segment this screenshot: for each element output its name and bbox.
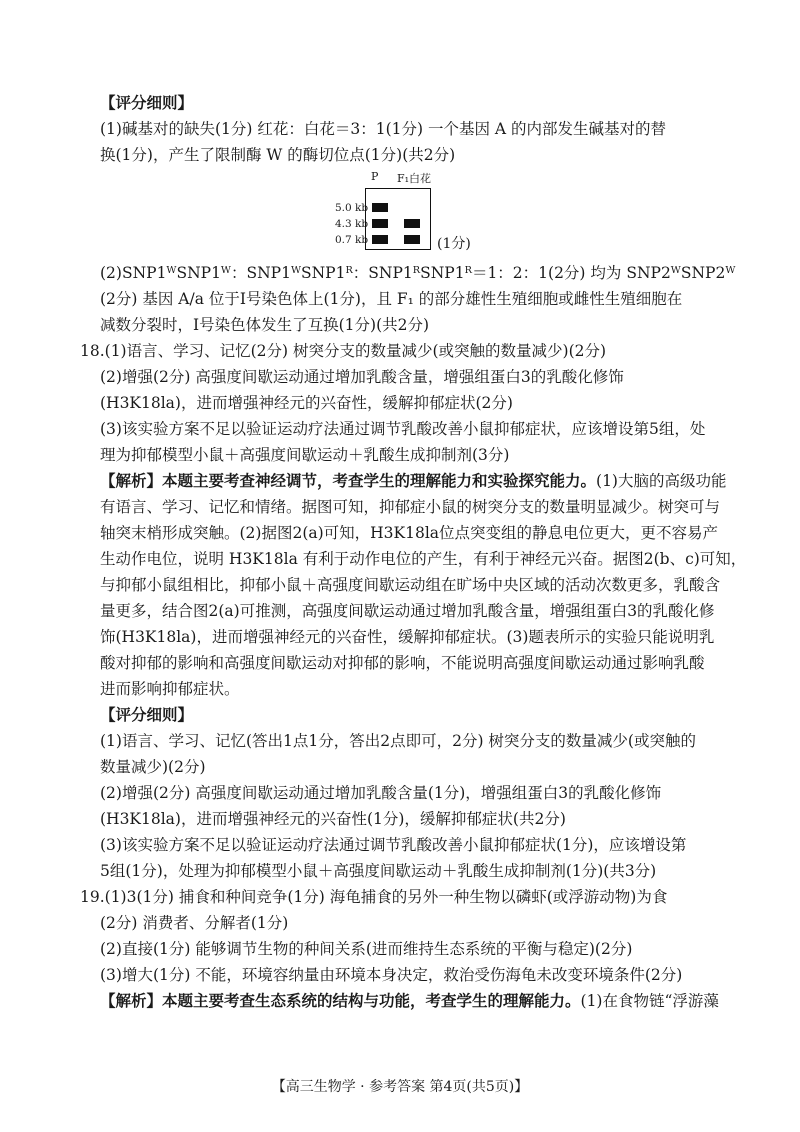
text-line: 与抑郁小鼠组相比，抑郁小鼠＋高强度间歇运动组在旷场中央区域的活动次数更多，乳酸含 bbox=[100, 576, 721, 594]
text-line: 饰(H3K18la)，进而增强神经元的兴奋性，缓解抑郁症状。(3)题表所示的实验只能说明乳 bbox=[100, 628, 715, 646]
text-line: (2)直接(1分) 能够调节生物的种间关系(进而维持生态系统的平衡与稳定)(2分) bbox=[100, 940, 633, 958]
text-line: 量更多，结合图2(a)可推测，高强度间歇运动通过增加乳酸含量，增强组蛋白3的乳酸化修 bbox=[100, 602, 715, 620]
text-line bbox=[100, 990, 719, 1012]
text-line: 【评分细则】 bbox=[100, 705, 194, 724]
text-line: 有语言、学习、记忆和情绪。据图可知，抑郁症小鼠的树突分支的数量明显减少。树突可与 bbox=[100, 498, 721, 516]
page-footer: 【高三生物学 · 参考答案 第4页(共5页)】 bbox=[271, 1079, 529, 1095]
gel-score: (1分) bbox=[437, 236, 471, 252]
text-line: 换(1分)，产生了限制酶 W 的酶切位点(1分)(共2分) bbox=[100, 146, 456, 164]
text-line: (3)增大(1分) 不能，环境容纳量由环境本身决定，救治受伤海龟未改变环境条件(2分) bbox=[100, 966, 683, 984]
analysis-heading: 【解析】本题主要考查神经调节，考查学生的理解能力和实验探究能力。 bbox=[100, 471, 597, 490]
text-line: 进而影响抑郁症状。 bbox=[100, 680, 240, 698]
gel-lane-p-label: P bbox=[371, 170, 379, 183]
text-line: 减数分裂时，Ⅰ号染色体发生了互换(1分)(共2分) bbox=[100, 316, 430, 334]
gel-band bbox=[404, 235, 420, 244]
text-line: (H3K18la)，进而增强神经元的兴奋性(1分)，缓解抑郁症状(共2分) bbox=[100, 810, 566, 828]
gel-band bbox=[404, 219, 420, 228]
text-line: (3)该实验方案不足以验证运动疗法通过调节乳酸改善小鼠抑郁症状，应该增设第5组，处 bbox=[100, 420, 706, 438]
text-line: 5组(1分)，处理为抑郁模型小鼠＋高强度间歇运动＋乳酸生成抑制剂(1分)(共3分) bbox=[100, 862, 657, 880]
gel-band bbox=[372, 219, 388, 228]
text-line: 19.(1)3(1分) 捕食和种间竞争(1分) 海龟捕食的另外一种生物以磷虾(或浮游动物)为食 bbox=[80, 888, 668, 906]
gel-electrophoresis-figure bbox=[335, 170, 485, 250]
text-line: (2)增强(2分) 高强度间歇运动通过增加乳酸含量(1分)，增强组蛋白3的乳酸化修饰 bbox=[100, 784, 662, 802]
gel-band bbox=[372, 235, 388, 244]
analysis-heading: 【解析】本题主要考查生态系统的结构与功能，考查学生的理解能力。 bbox=[100, 991, 581, 1010]
gel-kb-label: 0.7 kb bbox=[335, 234, 369, 246]
text-line: (2)增强(2分) 高强度间歇运动通过增加乳酸含量，增强组蛋白3的乳酸化修饰 bbox=[100, 368, 624, 386]
gel-lane-f1-label: F₁白花 bbox=[397, 172, 432, 185]
text-line: 酸对抑郁的影响和高强度间歇运动对抑郁的影响，不能说明高强度间歇运动通过影响乳酸 bbox=[100, 654, 705, 672]
text-line: (1)碱基对的缺失(1分) 红花：白花＝3：1(1分) 一个基因 A 的内部发生碱基对的替 bbox=[100, 120, 666, 138]
text-line: (2)SNP1ᵂSNP1ᵂ：SNP1ᵂSNP1ᴿ：SNP1ᴿSNP1ᴿ＝1：2：1(2分) 均为 SNP2ᵂSNP2ᵂ bbox=[100, 264, 736, 282]
analysis-text: (1)大脑的高级功能 bbox=[596, 472, 727, 490]
text-line: 数量减少)(2分) bbox=[100, 758, 206, 776]
gel-box bbox=[365, 188, 431, 250]
text-line: (2分) 消费者、分解者(1分) bbox=[100, 914, 289, 932]
gel-kb-label: 5.0 kb bbox=[335, 202, 369, 214]
text-line: 理为抑郁模型小鼠＋高强度间歇运动＋乳酸生成抑制剂(3分) bbox=[100, 446, 510, 464]
text-line: 轴突末梢形成突触。(2)据图2(a)可知，H3K18la位点突变组的静息电位更大，更不容易产 bbox=[100, 524, 719, 542]
text-line: 【评分细则】 bbox=[100, 93, 194, 112]
text-line: (2分) 基因 A/a 位于Ⅰ号染色体上(1分)，且 F₁ 的部分雄性生殖细胞或雌性生殖细胞在 bbox=[100, 290, 683, 308]
text-line: (H3K18la)，进而增强神经元的兴奋性，缓解抑郁症状(2分) bbox=[100, 394, 513, 412]
text-line bbox=[100, 470, 726, 492]
text-line: (1)语言、学习、记忆(答出1点1分，答出2点即可，2分) 树突分支的数量减少(或突触的 bbox=[100, 732, 696, 750]
gel-band bbox=[372, 203, 388, 212]
gel-kb-label: 4.3 kb bbox=[335, 218, 369, 230]
text-line: (3)该实验方案不足以验证运动疗法通过调节乳酸改善小鼠抑郁症状(1分)，应该增设第 bbox=[100, 836, 687, 854]
analysis-text: (1)在食物链“浮游藻 bbox=[580, 992, 719, 1010]
text-line: 生动作电位，说明 H3K18la 有利于动作电位的产生，有利于神经元兴奋。据图2(b、c)可知， bbox=[100, 550, 747, 568]
text-line: 18.(1)语言、学习、记忆(2分) 树突分支的数量减少(或突触的数量减少)(2分) bbox=[80, 342, 607, 360]
